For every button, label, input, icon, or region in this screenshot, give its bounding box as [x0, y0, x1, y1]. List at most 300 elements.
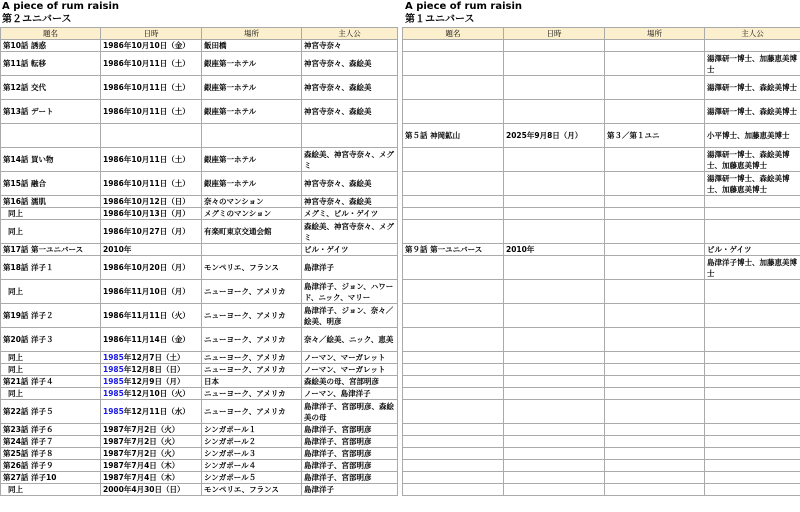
- episode-date: 1986年10月11日（土）: [103, 83, 190, 92]
- episode-character-cell: [705, 172, 800, 196]
- episode-place-cell: [605, 388, 705, 400]
- table-row: [403, 148, 800, 172]
- table-row: [403, 76, 800, 100]
- episode-place-cell: [605, 352, 705, 364]
- episode-character-cell: [705, 124, 800, 148]
- episode-place-cell: [605, 256, 705, 280]
- episode-place: シンガポール４: [204, 461, 257, 470]
- episode-place-cell: [605, 448, 705, 460]
- episode-character-cell: [705, 388, 800, 400]
- episode-title-cell: [1, 208, 101, 220]
- header-date: 日時: [101, 28, 202, 40]
- episode-date-cell: [504, 424, 605, 436]
- episode-place: モンペリエ、フランス: [204, 263, 279, 272]
- episode-title-cell: [403, 376, 504, 388]
- episode-place-cell: [605, 364, 705, 376]
- right-page-title: A piece of rum raisin: [405, 1, 523, 12]
- episode-characters: 島津洋子: [304, 263, 334, 272]
- episode-title: 第25話 洋子８: [3, 449, 54, 458]
- episode-characters: 湯澤研一博士、森絵美博士、加藤恵美博士: [707, 149, 790, 170]
- episode-place-cell: [202, 304, 302, 328]
- table-row: [403, 100, 800, 124]
- episode-characters: 神宮寺奈々、森絵美: [304, 197, 372, 206]
- episode-title: 第５話 神岡鉱山: [405, 131, 461, 140]
- episode-place-cell: [605, 460, 705, 472]
- episode-title: 同上: [8, 365, 23, 374]
- table-row: [403, 220, 800, 244]
- episode-date-cell: [504, 352, 605, 364]
- episode-place-cell: [202, 352, 302, 364]
- episode-title-cell: [403, 172, 504, 196]
- table-row: [1, 172, 398, 196]
- table-row: [1, 436, 398, 448]
- episode-title-cell: [403, 220, 504, 244]
- episode-characters: 島津洋子、ジョン、奈々／絵美、明彦: [304, 305, 394, 326]
- episode-character-cell: [302, 172, 398, 196]
- right-universe-subtitle: 第１ユニバース: [405, 14, 475, 25]
- episode-characters: 森絵美の母、宮部明彦: [304, 377, 379, 386]
- episode-place-cell: [202, 172, 302, 196]
- episode-title-cell: [1, 244, 101, 256]
- table-row: [403, 52, 800, 76]
- episode-date-cell: [504, 280, 605, 304]
- episode-title: 同上: [8, 353, 23, 362]
- episode-characters: ビル・ゲイツ: [707, 245, 752, 254]
- episode-place-cell: [605, 40, 705, 52]
- table-row: [403, 484, 800, 496]
- episode-character-cell: [302, 328, 398, 352]
- episode-date: 1987年7月4日（木）: [103, 461, 180, 470]
- episode-character-cell: [302, 52, 398, 76]
- episode-character-cell: [302, 76, 398, 100]
- episode-place: メグミのマンション: [204, 209, 272, 218]
- table-row: [1, 400, 398, 424]
- episode-place-cell: [202, 448, 302, 460]
- episode-characters: ノーマン、マーガレット: [304, 353, 386, 362]
- episode-character-cell: [705, 100, 800, 124]
- table-row: [403, 472, 800, 484]
- table-row: [403, 388, 800, 400]
- episode-title: 第22話 洋子５: [3, 407, 54, 416]
- table-row: [1, 148, 398, 172]
- episode-date-cell: [101, 148, 202, 172]
- episode-date-cell: [101, 76, 202, 100]
- episode-characters: 島津洋子: [304, 485, 334, 494]
- episode-date-cell: [101, 172, 202, 196]
- episode-characters: 湯澤研一博士、加藤恵美博士: [707, 53, 797, 74]
- episode-date-cell: [101, 304, 202, 328]
- table-row: [1, 328, 398, 352]
- episode-character-cell: [705, 328, 800, 352]
- episode-characters: 湯澤研一博士、森絵美博士、加藤恵美博士: [707, 173, 790, 194]
- episode-title-cell: [1, 280, 101, 304]
- episode-character-cell: [302, 364, 398, 376]
- table-row: [1, 460, 398, 472]
- episode-title: 第23話 洋子６: [3, 425, 54, 434]
- episode-characters: 湯澤研一博士、森絵美博士: [707, 83, 797, 92]
- table-row: [1, 40, 398, 52]
- episode-character-cell: [302, 124, 398, 148]
- episode-table-left: [0, 27, 398, 496]
- highlight-year: 1985: [103, 353, 124, 362]
- episode-title-cell: [1, 124, 101, 148]
- episode-table-right: [402, 27, 800, 496]
- episode-date-cell: [504, 124, 605, 148]
- table-row: [403, 196, 800, 208]
- episode-date-cell: [504, 388, 605, 400]
- episode-place: 銀座第一ホテル: [204, 59, 257, 68]
- episode-title: 第12話 交代: [3, 83, 47, 92]
- episode-characters: ビル・ゲイツ: [304, 245, 349, 254]
- episode-title: 第26話 洋子９: [3, 461, 54, 470]
- episode-date-cell: [504, 256, 605, 280]
- episode-place-cell: [605, 208, 705, 220]
- episode-date: 1986年10月13日（月）: [103, 209, 190, 218]
- episode-character-cell: [302, 352, 398, 364]
- episode-character-cell: [705, 352, 800, 364]
- episode-place-cell: [202, 328, 302, 352]
- episode-character-cell: [302, 40, 398, 52]
- table-row: [1, 424, 398, 436]
- episode-title: 同上: [8, 287, 23, 296]
- highlight-year: 1985: [103, 389, 124, 398]
- episode-place-cell: [202, 148, 302, 172]
- episode-place-cell: [605, 400, 705, 424]
- table-header-row: [1, 28, 398, 40]
- episode-date: 1986年10月20日（月）: [103, 263, 190, 272]
- episode-date: 年12月11日（水）: [123, 407, 190, 416]
- episode-date-cell: [101, 424, 202, 436]
- episode-title-cell: [403, 208, 504, 220]
- episode-date-cell: [101, 196, 202, 208]
- episode-character-cell: [705, 208, 800, 220]
- episode-title: 第21話 洋子４: [3, 377, 54, 386]
- table-row: [403, 352, 800, 364]
- episode-date: 年12月10日（火）: [123, 389, 190, 398]
- episode-title: 同上: [8, 209, 23, 218]
- episode-place: 銀座第一ホテル: [204, 155, 257, 164]
- episode-place-cell: [202, 208, 302, 220]
- episode-character-cell: [705, 148, 800, 172]
- episode-title-cell: [403, 124, 504, 148]
- episode-title-cell: [403, 364, 504, 376]
- table-row: [1, 124, 398, 148]
- episode-character-cell: [302, 280, 398, 304]
- episode-date-cell: [101, 364, 202, 376]
- table-row: [403, 208, 800, 220]
- episode-title-cell: [1, 40, 101, 52]
- episode-place-cell: [202, 76, 302, 100]
- episode-place-cell: [202, 424, 302, 436]
- episode-place: シンガポール２: [204, 437, 257, 446]
- episode-date-cell: [504, 472, 605, 484]
- episode-characters: ノーマン、島津洋子: [304, 389, 371, 398]
- episode-character-cell: [302, 100, 398, 124]
- episode-place: ニューヨーク、アメリカ: [204, 389, 286, 398]
- episode-character-cell: [302, 400, 398, 424]
- episode-characters: 神宮寺奈々、森絵美: [304, 59, 372, 68]
- episode-title-cell: [403, 460, 504, 472]
- episode-character-cell: [302, 424, 398, 436]
- episode-title-cell: [403, 448, 504, 460]
- episode-date-cell: [504, 220, 605, 244]
- episode-date-cell: [101, 40, 202, 52]
- episode-date-cell: [101, 124, 202, 148]
- episode-date: 2010年: [103, 245, 132, 254]
- episode-characters: 島津洋子、宮部明彦: [304, 473, 372, 482]
- episode-character-cell: [302, 196, 398, 208]
- episode-characters: 島津洋子、宮部明彦: [304, 437, 372, 446]
- episode-place: シンガポール５: [204, 473, 257, 482]
- episode-date-cell: [101, 376, 202, 388]
- header-title: 題名: [1, 28, 101, 40]
- episode-place: 銀座第一ホテル: [204, 83, 257, 92]
- header-date: 日時: [504, 28, 605, 40]
- episode-character-cell: [705, 196, 800, 208]
- episode-characters: 森絵美、神宮寺奈々、メグミ: [304, 221, 394, 242]
- table-row: [1, 244, 398, 256]
- episode-place-cell: [605, 196, 705, 208]
- table-row: [1, 220, 398, 244]
- episode-place: ニューヨーク、アメリカ: [204, 287, 286, 296]
- left-universe-subtitle: 第２ユニバース: [2, 14, 72, 25]
- episode-date-cell: [101, 448, 202, 460]
- episode-character-cell: [705, 472, 800, 484]
- table-header-row: [403, 28, 800, 40]
- episode-character-cell: [302, 376, 398, 388]
- episode-date-cell: [504, 484, 605, 496]
- episode-date-cell: [101, 352, 202, 364]
- episode-character-cell: [302, 304, 398, 328]
- episode-title: 第18話 洋子１: [3, 263, 54, 272]
- episode-characters: ノーマン、マーガレット: [304, 365, 386, 374]
- episode-title: 第16話 濡肌: [3, 197, 47, 206]
- episode-place: シンガポール３: [204, 449, 257, 458]
- episode-title-cell: [1, 364, 101, 376]
- episode-date: 年12月7日（土）: [123, 353, 185, 362]
- episode-character-cell: [705, 256, 800, 280]
- episode-characters: メグミ、ビル・ゲイツ: [304, 209, 379, 218]
- episode-characters: 島津洋子、宮部明彦: [304, 425, 372, 434]
- table-row: [403, 436, 800, 448]
- episode-title-cell: [403, 484, 504, 496]
- episode-date-cell: [101, 100, 202, 124]
- episode-title-cell: [1, 424, 101, 436]
- episode-place: 銀座第一ホテル: [204, 179, 257, 188]
- episode-title: 第17話 第一ユニバース: [3, 245, 84, 254]
- episode-place-cell: [605, 304, 705, 328]
- episode-date-cell: [504, 400, 605, 424]
- episode-characters: 奈々／絵美、ニック、恵美: [304, 335, 394, 344]
- header-place: 場所: [202, 28, 302, 40]
- episode-date: 年12月9日（月）: [123, 377, 185, 386]
- episode-title-cell: [1, 172, 101, 196]
- episode-title-cell: [403, 100, 504, 124]
- episode-date-cell: [101, 220, 202, 244]
- episode-character-cell: [705, 52, 800, 76]
- episode-title: 第13話 デート: [3, 107, 54, 116]
- episode-title-cell: [403, 472, 504, 484]
- episode-place: 銀座第一ホテル: [204, 107, 257, 116]
- episode-date: 1987年7月2日（火）: [103, 449, 180, 458]
- episode-date-cell: [504, 244, 605, 256]
- table-row: [1, 448, 398, 460]
- episode-title: 第15話 融合: [3, 179, 47, 188]
- episode-title: 同上: [8, 227, 23, 236]
- episode-place-cell: [605, 436, 705, 448]
- episode-character-cell: [302, 448, 398, 460]
- episode-title-cell: [1, 304, 101, 328]
- episode-title: 同上: [8, 389, 23, 398]
- episode-place-cell: [202, 220, 302, 244]
- episode-place-cell: [202, 280, 302, 304]
- episode-place-cell: [605, 124, 705, 148]
- episode-title-cell: [1, 256, 101, 280]
- episode-character-cell: [705, 436, 800, 448]
- episode-date-cell: [504, 100, 605, 124]
- episode-date-cell: [101, 484, 202, 496]
- episode-title-cell: [403, 280, 504, 304]
- episode-character-cell: [705, 484, 800, 496]
- episode-title-cell: [403, 400, 504, 424]
- episode-date: 1986年10月27日（月）: [103, 227, 190, 236]
- episode-date-cell: [504, 460, 605, 472]
- episode-place-cell: [605, 76, 705, 100]
- episode-date: 1986年11月14日（金）: [103, 335, 190, 344]
- table-row: [1, 208, 398, 220]
- table-row: [403, 448, 800, 460]
- episode-place-cell: [605, 244, 705, 256]
- episode-title-cell: [403, 52, 504, 76]
- episode-place-cell: [202, 124, 302, 148]
- episode-place-cell: [202, 100, 302, 124]
- episode-title-cell: [1, 352, 101, 364]
- header-character: 主人公: [302, 28, 398, 40]
- episode-character-cell: [302, 484, 398, 496]
- table-row: [403, 244, 800, 256]
- episode-date-cell: [101, 436, 202, 448]
- episode-characters: 神宮寺奈々、森絵美: [304, 179, 372, 188]
- table-row: [403, 280, 800, 304]
- episode-place-cell: [605, 328, 705, 352]
- episode-place-cell: [202, 244, 302, 256]
- table-row: [403, 400, 800, 424]
- episode-date-cell: [504, 376, 605, 388]
- episode-date: 2010年: [506, 245, 535, 254]
- episode-title: 第20話 洋子３: [3, 335, 54, 344]
- episode-place-cell: [202, 400, 302, 424]
- episode-title: 第19話 洋子２: [3, 311, 54, 320]
- episode-characters: 小平博士、加藤恵美博士: [707, 131, 790, 140]
- episode-title-cell: [403, 328, 504, 352]
- episode-character-cell: [705, 304, 800, 328]
- episode-characters: 神宮寺奈々、森絵美: [304, 83, 372, 92]
- episode-place: 第３／第１ユニ: [607, 131, 660, 140]
- episode-date-cell: [504, 448, 605, 460]
- table-row: [1, 376, 398, 388]
- table-row: [403, 364, 800, 376]
- episode-date-cell: [101, 280, 202, 304]
- episode-title: 第10話 誘惑: [3, 41, 47, 50]
- episode-character-cell: [302, 388, 398, 400]
- episode-title-cell: [403, 436, 504, 448]
- episode-place: 奈々のマンション: [204, 197, 264, 206]
- episode-title-cell: [1, 400, 101, 424]
- episode-character-cell: [302, 256, 398, 280]
- episode-date-cell: [504, 172, 605, 196]
- episode-place-cell: [605, 172, 705, 196]
- episode-title-cell: [403, 352, 504, 364]
- episode-title-cell: [1, 220, 101, 244]
- episode-place-cell: [202, 196, 302, 208]
- episode-character-cell: [705, 220, 800, 244]
- episode-date-cell: [504, 196, 605, 208]
- episode-character-cell: [705, 40, 800, 52]
- highlight-year: 1985: [103, 407, 124, 416]
- table-row: [403, 460, 800, 472]
- episode-title-cell: [1, 52, 101, 76]
- episode-place-cell: [202, 40, 302, 52]
- episode-date-cell: [504, 304, 605, 328]
- episode-date-cell: [504, 148, 605, 172]
- episode-date: 1986年10月11日（土）: [103, 107, 190, 116]
- episode-place-cell: [202, 364, 302, 376]
- episode-characters: 湯澤研一博士、森絵美博士: [707, 107, 797, 116]
- episode-title-cell: [1, 436, 101, 448]
- episode-title-cell: [403, 304, 504, 328]
- episode-place-cell: [605, 280, 705, 304]
- episode-title-cell: [1, 76, 101, 100]
- episode-characters: 島津洋子、宮部明彦: [304, 461, 372, 470]
- episode-date: 1986年10月11日（土）: [103, 59, 190, 68]
- episode-place-cell: [605, 376, 705, 388]
- episode-character-cell: [705, 376, 800, 388]
- episode-date: 1987年7月4日（木）: [103, 473, 180, 482]
- episode-date-cell: [504, 76, 605, 100]
- table-row: [1, 472, 398, 484]
- table-row: [403, 424, 800, 436]
- table-row: [1, 388, 398, 400]
- episode-character-cell: [705, 244, 800, 256]
- episode-date-cell: [504, 436, 605, 448]
- episode-date-cell: [504, 52, 605, 76]
- episode-place-cell: [202, 460, 302, 472]
- episode-character-cell: [302, 460, 398, 472]
- episode-title-cell: [403, 424, 504, 436]
- episode-place-cell: [202, 436, 302, 448]
- episode-character-cell: [705, 460, 800, 472]
- table-row: [1, 196, 398, 208]
- episode-characters: 島津洋子、ジョン、ハワード、ニック、マリー: [304, 281, 394, 302]
- episode-character-cell: [302, 220, 398, 244]
- episode-date: 1986年11月10日（月）: [103, 287, 190, 296]
- table-row: [1, 280, 398, 304]
- episode-character-cell: [705, 364, 800, 376]
- episode-character-cell: [302, 148, 398, 172]
- episode-place: 日本: [204, 377, 219, 386]
- episode-place-cell: [605, 100, 705, 124]
- episode-character-cell: [705, 280, 800, 304]
- table-row: [403, 328, 800, 352]
- episode-date-cell: [101, 52, 202, 76]
- episode-place-cell: [605, 148, 705, 172]
- episode-characters: 神宮寺奈々: [304, 41, 342, 50]
- episode-character-cell: [705, 400, 800, 424]
- episode-title-cell: [1, 376, 101, 388]
- table-row: [1, 52, 398, 76]
- episode-title-cell: [1, 484, 101, 496]
- episode-place-cell: [202, 472, 302, 484]
